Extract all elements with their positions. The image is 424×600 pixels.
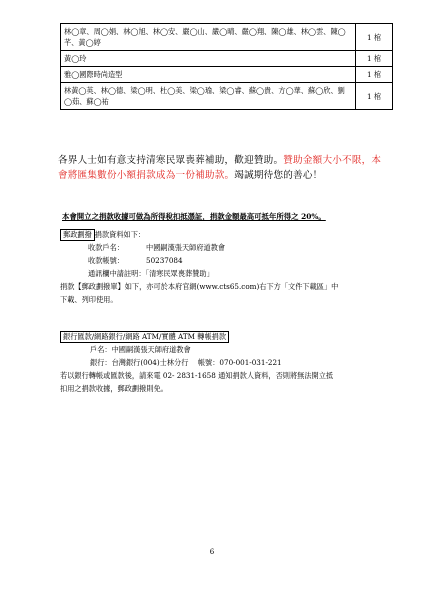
donation-quantity: 1 棺	[356, 83, 393, 110]
bank-note-line-1: 若以銀行轉帳或匯款後，請來電 02- 2831-1658 通知捐款人資料，否則將無法開立抵	[60, 371, 334, 380]
table-row	[61, 24, 393, 51]
donation-quantity: 1 棺	[356, 51, 393, 67]
account-no-value: 50237084	[146, 256, 183, 265]
appeal-text: 各界人士如有意支持清寒民眾喪葬補助，歡迎贊助。	[58, 155, 284, 166]
table-row	[61, 83, 393, 110]
donor-names: 林黃◯英、林◯德、梁◯明、杜◯美、梁◯瑜、梁◯睿、蘇◯貴、方◯華、蘇◯欣、劉◯茹、蘇◯祐	[61, 83, 356, 110]
table-row	[61, 51, 393, 67]
tax-receipt-notice: 本會開立之捐款收據可做為所得稅扣抵憑証，捐款金額最高可抵年所得之 20%。	[62, 212, 326, 221]
postal-section-tag: 郵政劃撥	[60, 229, 95, 241]
postal-account-name-row	[60, 241, 390, 254]
appeal-closing: 竭誠期待您的善心！	[234, 170, 323, 181]
donation-quantity: 1 棺	[356, 67, 393, 83]
account-name-value: 中國嗣漢張天師府道教會	[146, 243, 226, 252]
donor-names: 黃◯玲	[61, 51, 356, 67]
bank-note-line-2: 扣用之捐款收據，郵政劃撥則免。	[60, 384, 168, 393]
postal-intro: 捐款資料如下：	[94, 230, 146, 239]
postal-memo: 通訊欄中請註明：「清寒民眾喪葬贊助」	[88, 269, 214, 278]
bank-account-line: 銀行：台灣銀行(004)士林分行 帳號：070-001-031-221	[90, 358, 282, 367]
donor-names: 林◯章、周◯娟、林◯旭、林◯安、嚴◯山、嚴◯晴、嚴◯翔、陳◯雄、林◯雲、陳◯芊、黃◯婷	[61, 24, 356, 51]
donor-table	[60, 23, 393, 110]
account-no-label: 收款帳號：	[88, 256, 124, 265]
postal-transfer-section	[60, 228, 390, 306]
account-name-label: 收款戶名：	[88, 243, 124, 252]
page-number: 6	[209, 548, 215, 556]
postal-account-no-row	[60, 254, 390, 267]
appeal-highlight: 贊助金額大小不限，本會將匯集數份小額捐款成為一份補助款。	[58, 155, 382, 181]
bank-transfer-section	[60, 330, 390, 395]
bank-section-tag: 銀行匯款/網路銀行/網路 ATM/實體 ATM 轉帳捐款	[60, 331, 229, 343]
table-row	[61, 67, 393, 83]
bank-account-name: 戶名：中國嗣漢張天師府道教會	[90, 345, 191, 354]
donor-names: 雅◯國際時尚造型	[61, 67, 356, 83]
postal-form-line-1: 捐款【郵政劃撥單】如下，亦可於本府官網(www.cts65.com)右下方「文件下載區」中	[60, 282, 339, 291]
postal-form-line-2: 下載、列印使用。	[60, 295, 118, 304]
donation-quantity: 1 棺	[356, 24, 393, 51]
donation-appeal	[58, 153, 388, 183]
